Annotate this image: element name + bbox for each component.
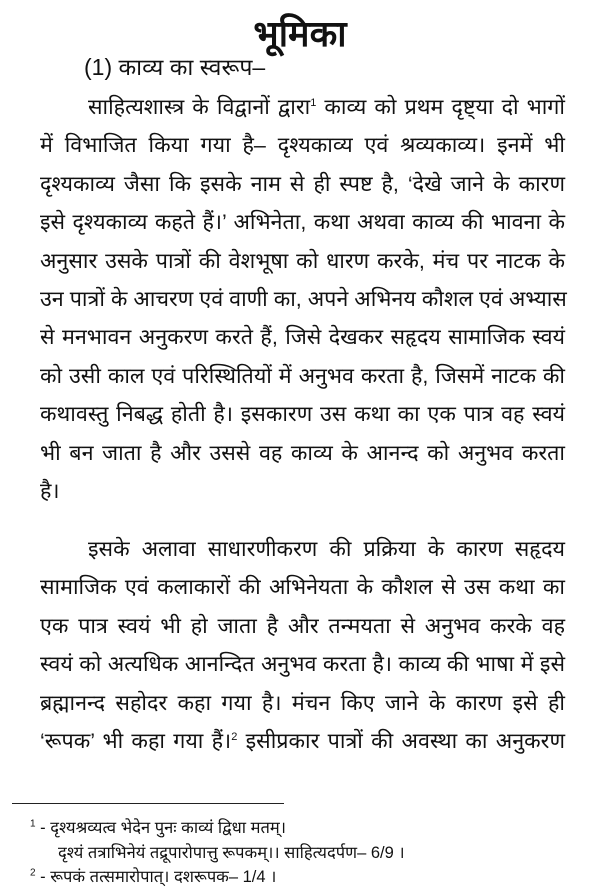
footnote-text: - दृश्यश्रव्यत्व भेदेन पुनः काव्यं द्विधा मतम्। (40, 819, 287, 837)
text-line (40, 126, 565, 164)
text-line (40, 203, 565, 241)
text-segment: स्वयं को अत्यधिक आनन्दित अनुभव करता है। काव्य की भाषा में इसे (40, 652, 565, 677)
footnote-marker: 2 (30, 867, 36, 879)
text-segment: काव्य को प्रथम दृष्ट्या दो भागों (316, 95, 565, 119)
text-segment: से मनभावन अनुकरण करते हैं, जिसे देखकर सहृदय सामाजिक स्वयं (40, 325, 565, 350)
text-line (40, 472, 565, 510)
paragraph-1 (40, 88, 565, 510)
text-line (40, 530, 565, 568)
text-line (40, 568, 565, 606)
footnote-reference: 1 (310, 96, 317, 109)
text-segment: दृश्यकाव्य जैसा कि इसके नाम से ही स्पष्ट है, ‘देखे जाने के कारण (40, 171, 565, 196)
text-segment: इसीप्रकार पात्रों की अवस्था का अनुकरण (237, 728, 565, 753)
footnote-2 (30, 864, 276, 887)
text-line (40, 645, 565, 683)
text-segment: भी बन जाता है और उससे वह काव्य के आनन्द को अनुभव करता (40, 440, 565, 465)
paragraph-2 (40, 530, 565, 760)
text-line (40, 722, 565, 760)
text-line (40, 165, 565, 203)
text-segment: है। (40, 478, 60, 503)
text-line (40, 280, 565, 318)
footnote-1-continuation (58, 840, 405, 863)
text-line (40, 434, 565, 472)
text-segment: में विभाजित किया गया है– दृश्यकाव्य एवं श्रव्यकाव्य। इनमें भी (40, 133, 565, 158)
footnote-text: - रूपकं तत्समारोपात्। दशरूपक– 1/4 । (40, 868, 277, 886)
footnote-marker: 1 (30, 818, 36, 830)
text-segment: इसके अलावा साधारणीकरण की प्रक्रिया के कारण सहृदय (88, 537, 565, 561)
text-segment: साहित्यशास्त्र के विद्वानों द्वारा (88, 95, 311, 119)
footnote-text: दृश्यं तत्राभिनेयं तद्रूपारोपात्तु रूपकम्।। साहित्यदर्पण– 6/9 । (58, 844, 405, 862)
text-segment: कथावस्तु निबद्ध होती है। इसकारण उस कथा का एक पात्र वह स्वयं (40, 402, 565, 427)
footnote-divider (12, 803, 284, 804)
text-segment: ब्रह्मानन्द सहोदर कहा गया है। मंचन किए जाने के कारण इसे ही (40, 690, 565, 715)
text-segment: ‘रूपक’ भी कहा गया हैं। (40, 728, 232, 753)
text-segment: को उसी काल एवं परिस्थितियों में अनुभव करता है, जिसमें नाटक की (40, 363, 565, 388)
text-segment: एक पात्र स्वयं भी हो जाता है और तन्मयता से अनुभव करके वह (40, 613, 565, 638)
text-segment: इसे दृश्यकाव्य कहते हैं।’ अभिनेता, कथा अथवा काव्य की भावना के (40, 210, 565, 235)
footnote-1 (30, 815, 286, 838)
text-segment: सामाजिक एवं कलाकारों की अभिनेयता के कौशल से उस कथा का (40, 575, 565, 600)
text-line (40, 395, 565, 433)
section-heading: (1) काव्य का स्वरूप– (84, 54, 266, 80)
text-line (40, 88, 565, 126)
text-line (40, 607, 565, 645)
text-line (40, 242, 565, 280)
text-line (40, 684, 565, 722)
text-line (40, 318, 565, 356)
text-segment: अनुसार उसके पात्रों की वेशभूषा को धारण करके, मंच पर नाटक के (40, 248, 565, 273)
footnote-reference: 2 (231, 730, 238, 743)
text-line (40, 357, 565, 395)
page-title: भूमिका (253, 13, 347, 54)
text-segment: उन पात्रों के आचरण एवं वाणी का, अपने अभिनय कौशल एवं अभ्यास (40, 286, 567, 311)
